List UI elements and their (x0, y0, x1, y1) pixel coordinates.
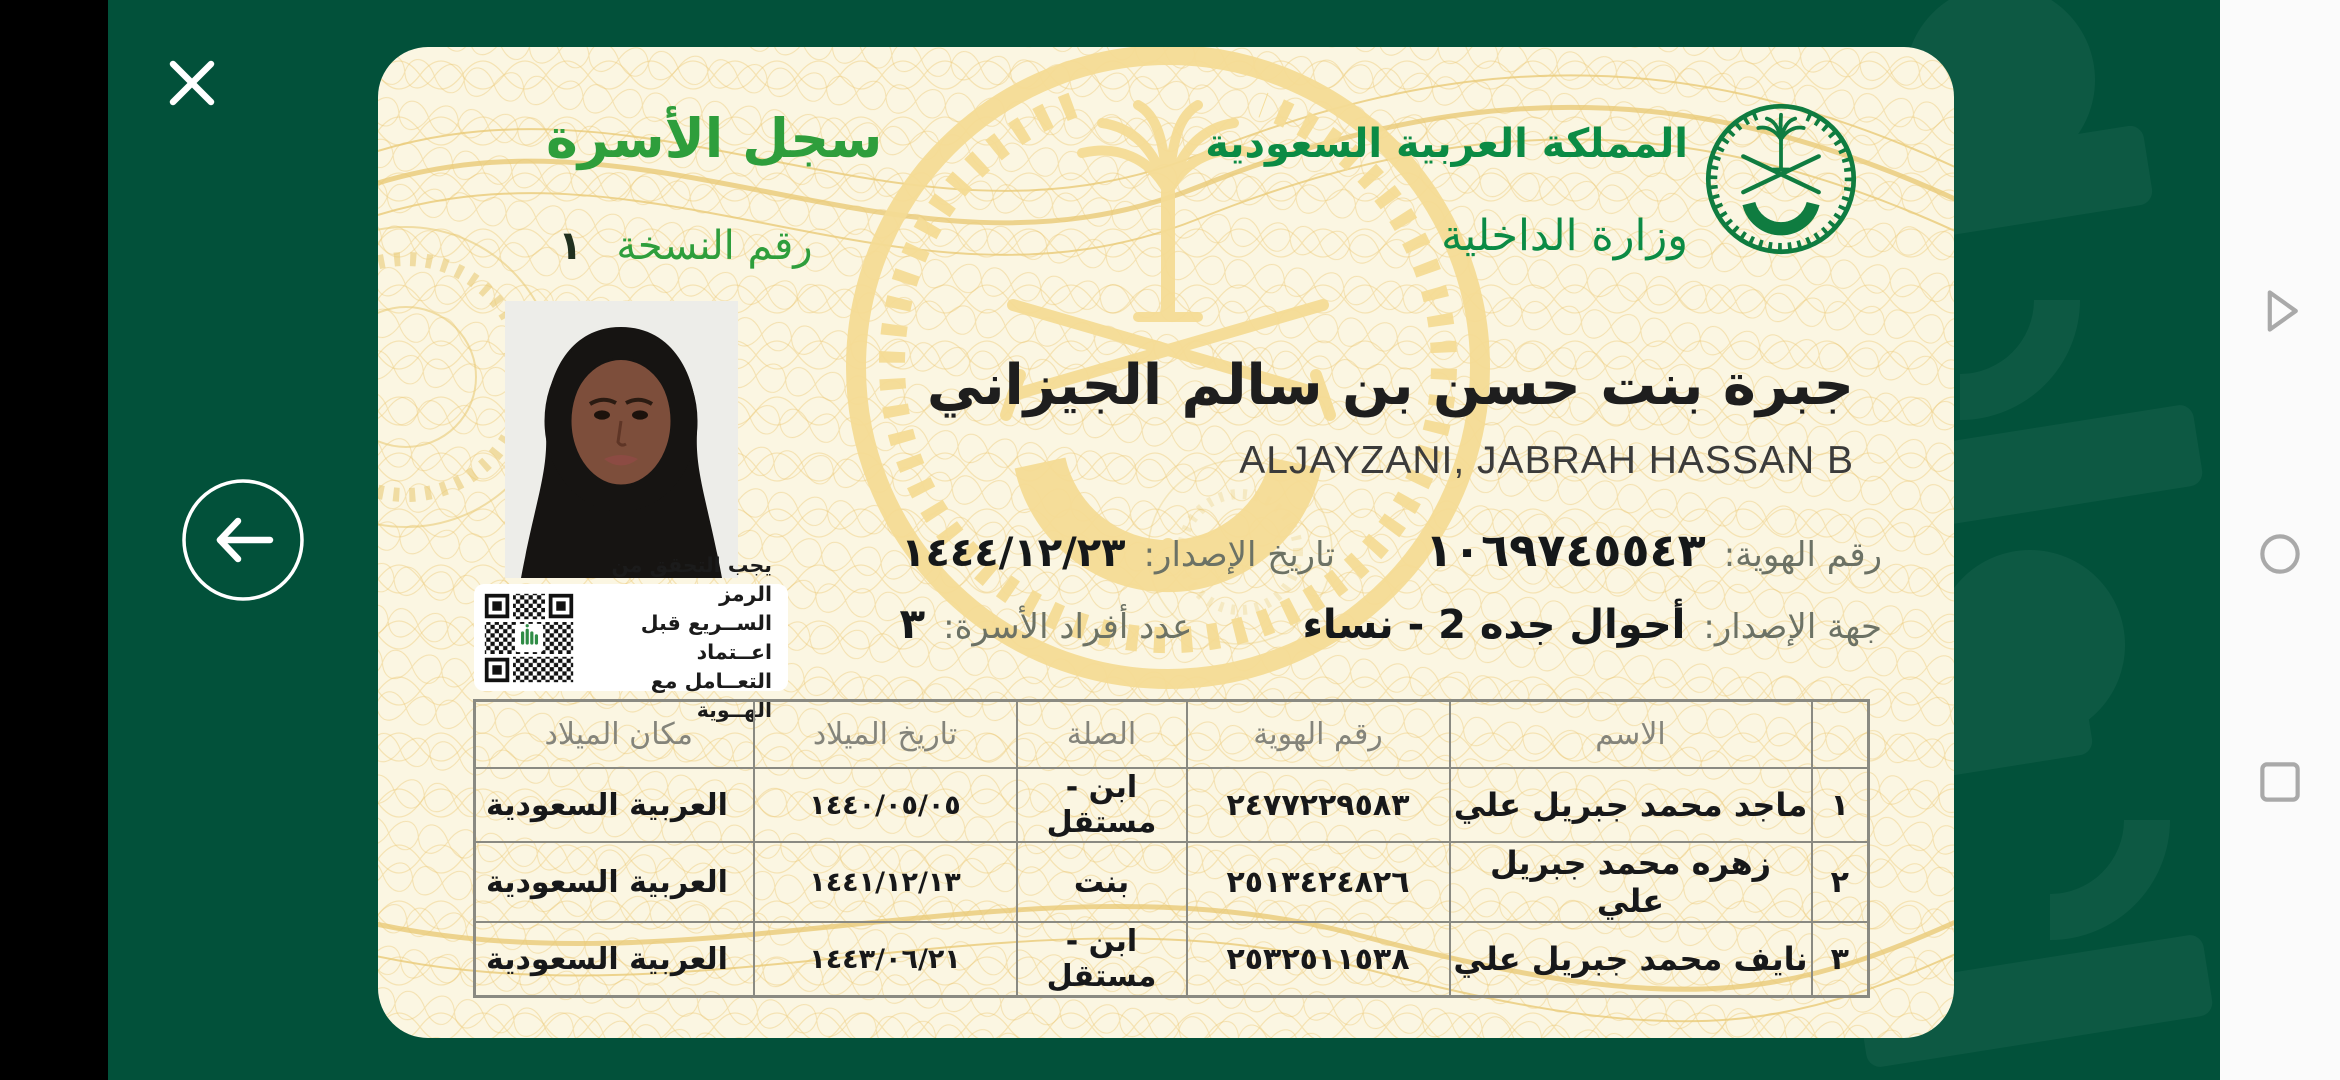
copy-number-value: ١ (558, 223, 583, 269)
issuer-value: أحوال جده 2 - نساء (1302, 602, 1686, 648)
cell-id: ٢٥٣٢٥١١٥٣٨ (1187, 922, 1450, 997)
family-table-body (475, 768, 1869, 997)
id-and-issue-date-row (901, 523, 1882, 577)
id-number-field (1425, 523, 1882, 577)
family-count-label: عدد أفراد الأسرة: (943, 607, 1193, 647)
cell-relation: ابن - مستقل (1017, 922, 1187, 997)
cell-dob: ١٤٤٠/٠٥/٠٥ (754, 768, 1017, 842)
family-count-value: ٣ (899, 599, 926, 648)
back-button[interactable] (180, 477, 306, 603)
cell-id: ٢٥١٣٤٢٤٨٢٦ (1187, 842, 1450, 922)
cell-birthplace: العربية السعودية (475, 842, 754, 922)
issuer-field (1302, 602, 1882, 648)
nav-recents-square-icon[interactable] (2254, 756, 2306, 808)
qr-code (482, 591, 576, 685)
issuer-label: جهة الإصدار: (1703, 607, 1882, 647)
close-icon (164, 55, 220, 111)
cell-name: نايف محمد جبريل علي (1450, 922, 1812, 997)
cell-relation: بنت (1017, 842, 1187, 922)
holder-photo (505, 301, 738, 578)
family-count-field (900, 599, 1193, 648)
table-row (475, 842, 1869, 922)
nav-back-triangle-icon[interactable] (2254, 285, 2306, 337)
card-title: سجل الأسرة (546, 107, 883, 170)
qr-panel (474, 552, 788, 722)
cell-birthplace: العربية السعودية (475, 768, 754, 842)
cell-id: ٢٤٧٧٢٢٩٥٨٣ (1187, 768, 1450, 842)
table-row (475, 768, 1869, 842)
cell-birthplace: العربية السعودية (475, 922, 754, 997)
portrait-image (505, 301, 738, 578)
cell-no: ٢ (1812, 842, 1869, 922)
issue-date-label: تاريخ الإصدار: (1143, 535, 1335, 575)
camera-cutout-strip (0, 0, 108, 1080)
family-record-card (378, 47, 1954, 1038)
cell-name: ماجد محمد جبريل علي (1450, 768, 1812, 842)
table-header-row (475, 701, 1869, 769)
kingdom-name-calligraphy: المملكة العربية السعودية (1205, 121, 1688, 167)
copy-number (558, 223, 813, 269)
cell-dob: ١٤٤٣/٠٦/٢١ (754, 922, 1017, 997)
back-arrow-icon (180, 477, 306, 603)
table-row (475, 922, 1869, 997)
header-no (1812, 701, 1869, 769)
issuer-and-count-row (900, 599, 1882, 648)
cell-no: ٣ (1812, 922, 1869, 997)
close-button[interactable] (160, 52, 224, 116)
qr-note-line: الســريع قبل اعــتماد (640, 610, 772, 664)
holder-name-arabic: جبرة بنت حسن بن سالم الجيزاني (926, 353, 1854, 418)
ministry-name: وزارة الداخلية (1441, 211, 1688, 261)
header-relation: الصلة (1017, 701, 1187, 769)
cell-name: زهره محمد جبريل علي (1450, 842, 1812, 922)
copy-number-label: رقم النسخة (616, 223, 813, 269)
android-navbar (2220, 0, 2340, 1080)
cell-relation: ابن - مستقل (1017, 768, 1187, 842)
issue-date-field (901, 530, 1335, 576)
header-name: الاسم (1450, 701, 1812, 769)
qr-note-line: يجب التحقق من الرمز (611, 552, 772, 606)
nav-home-circle-icon[interactable] (2254, 528, 2306, 580)
ministry-of-interior-emblem-icon (1696, 94, 1866, 264)
holder-name-latin: ALJAYZANI, JABRAH HASSAN B (1239, 439, 1854, 482)
header-id: رقم الهوية (1187, 701, 1450, 769)
family-members-table (473, 699, 1870, 998)
qr-note-line: التعــامل مع الهــوية (650, 668, 772, 722)
id-number-label: رقم الهوية: (1723, 535, 1882, 575)
id-number-value: ١٠٦٩٧٤٥٥٤٣ (1424, 523, 1706, 577)
issue-date-value: ١٤٤٤/١٢/٢٣ (901, 530, 1126, 576)
cell-no: ١ (1812, 768, 1869, 842)
cell-dob: ١٤٤١/١٢/١٣ (754, 842, 1017, 922)
header-dob: تاريخ الميلاد (754, 701, 1017, 769)
header-birthplace: مكان الميلاد (475, 701, 754, 769)
